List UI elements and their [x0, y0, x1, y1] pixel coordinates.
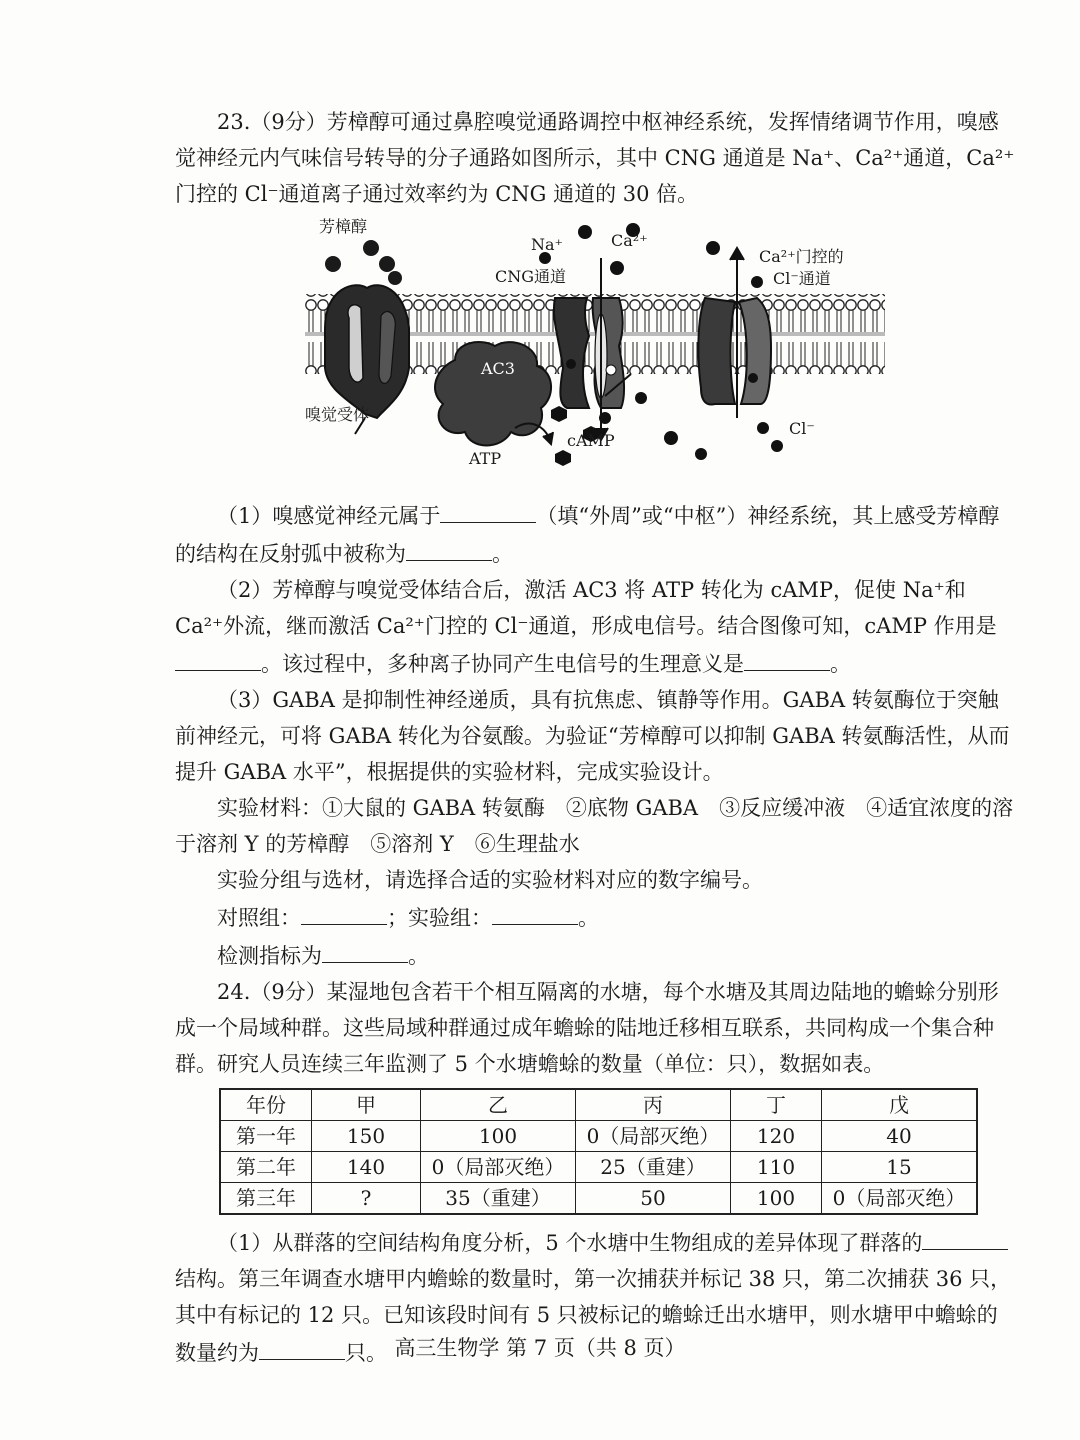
q23-grouping: 实验分组与选材，请选择合适的实验材料对应的数字编号。 [217, 868, 763, 892]
table-cell: 0（局部灭绝） [822, 1183, 978, 1215]
table-cell: 第三年 [220, 1183, 312, 1215]
label-atp: ATP [469, 449, 502, 468]
answer-blank[interactable] [922, 1223, 1008, 1250]
table-cell: 0（局部灭绝） [421, 1152, 576, 1183]
control-blank[interactable] [301, 898, 387, 925]
page-footer: 高三生物学 第 7 页（共 8 页） [394, 1336, 686, 1360]
label-ac3: AC3 [481, 359, 515, 378]
page-content [175, 104, 1015, 1371]
table-cell: 第二年 [220, 1152, 312, 1183]
header-cell: 丙 [576, 1089, 731, 1121]
q23-part3: （3）GABA 是抑制性神经递质，具有抗焦虑、镇静等作用。GABA 转氨酶位于突触前神经元，可将 GABA 转化为谷氨酸。为验证“芳樟醇可以抑制 GABA 转氨酶活性，从而提升 GABA 水平”，根据提供的实验材料，完成实验设计。 [175, 688, 1010, 784]
answer-blank[interactable] [406, 534, 492, 561]
label-camp: cAMP [567, 431, 615, 450]
label-cl: Cl⁻ [789, 419, 815, 438]
table-cell: 40 [822, 1121, 978, 1152]
q23-intro: 23.（9分）芳樟醇可通过鼻腔嗅觉通路调控中枢神经系统，发挥情绪调节作用，嗅感觉神经元内气味信号转导的分子通路如图所示，其中 CNG 通道是 Na⁺、Ca²⁺通道，Ca²⁺门控的 Cl⁻通道离子通过效率约为 CNG 通道的 30 倍。 [175, 110, 1015, 206]
header-cell: 年份 [220, 1089, 312, 1121]
table-row [220, 1183, 977, 1215]
detect-blank[interactable] [322, 936, 408, 963]
signal-transduction-diagram [305, 218, 905, 488]
q24-intro: 24.（9分）某湿地包含若干个相互隔离的水塘，每个水塘及其周边陆地的蟾蜍分别形成一个局域种群。这些局域种群通过成年蟾蜍的陆地迁移相互联系，共同构成一个集合种群。研究人员连续三年监测了 5 个水塘蟾蜍的数量（单位：只），数据如表。 [175, 980, 999, 1076]
header-cell: 戊 [822, 1089, 978, 1121]
label-receptor: 嗅觉受体 [305, 405, 370, 424]
q23-part2: （2）芳樟醇与嗅觉受体结合后，激活 AC3 将 ATP 转化为 cAMP，促使 Na⁺和 Ca²⁺外流，继而激活 Ca²⁺门控的 Cl⁻通道，形成电信号。结合图像可知，cAMP 作用是。该过程中，多种离子协同产生电信号的生理意义是 。 [175, 578, 997, 676]
header-cell: 甲 [312, 1089, 421, 1121]
table-header-row [220, 1089, 977, 1121]
label-cng: CNG通道 [495, 267, 567, 286]
q24-part1: （1）从群落的空间结构角度分析，5 个水塘中生物组成的差异体现了群落的结构。第三年调查水塘甲内蟾蜍的数量时，第一次捕获并标记 38 只，第二次捕获 36 只，其中有标记的 12 只。已知该段时间有 5 只被标记的蟾蜍迁出水塘甲，则水塘甲中蟾蜍的数量约为 只。 [175, 1223, 1015, 1371]
table-cell: 120 [731, 1121, 822, 1152]
q23-part1: （1）嗅感觉神经元属于 （填“外周”或“中枢”）神经系统，其上感受芳樟醇的结构在反射弧中被称为 。 [175, 496, 1015, 572]
answer-blank[interactable] [175, 644, 261, 671]
toad-count-table [219, 1088, 978, 1215]
table-cell: 100 [421, 1121, 576, 1152]
q23-groups: 对照组： ；实验组： 。 [175, 898, 1015, 936]
table-cell: 15 [822, 1152, 978, 1183]
table-cell: 140 [312, 1152, 421, 1183]
table-cell: 150 [312, 1121, 421, 1152]
experiment-blank[interactable] [492, 898, 578, 925]
header-cell: 乙 [421, 1089, 576, 1121]
q23-materials: 实验材料：①大鼠的 GABA 转氨酶 ②底物 GABA ③反应缓冲液 ④适宜浓度的溶于溶剂 Y 的芳樟醇 ⑤溶剂 Y ⑥生理盐水 [175, 796, 1014, 856]
table-cell: 第一年 [220, 1121, 312, 1152]
label-na: Na⁺ [531, 235, 563, 254]
odorant-molecules [325, 240, 402, 285]
label-cl-channel-line1: Ca²⁺门控的 [759, 247, 844, 266]
table-cell: 0（局部灭绝） [576, 1121, 731, 1152]
label-cl-channel-line2: Cl⁻通道 [773, 269, 831, 288]
table-cell: 50 [576, 1183, 731, 1215]
table-row [220, 1152, 977, 1183]
header-cell: 丁 [731, 1089, 822, 1121]
answer-blank[interactable] [440, 496, 536, 523]
table-row [220, 1121, 977, 1152]
table-cell: ? [312, 1183, 421, 1215]
label-odorant: 芳樟醇 [319, 217, 368, 236]
answer-blank[interactable] [744, 644, 830, 671]
table-cell: 110 [731, 1152, 822, 1183]
table-cell: 100 [731, 1183, 822, 1215]
q23-detect: 检测指标为 。 [175, 936, 1015, 974]
label-ca: Ca²⁺ [611, 231, 648, 250]
table-cell: 35（重建） [421, 1183, 576, 1215]
table-cell: 25（重建） [576, 1152, 731, 1183]
